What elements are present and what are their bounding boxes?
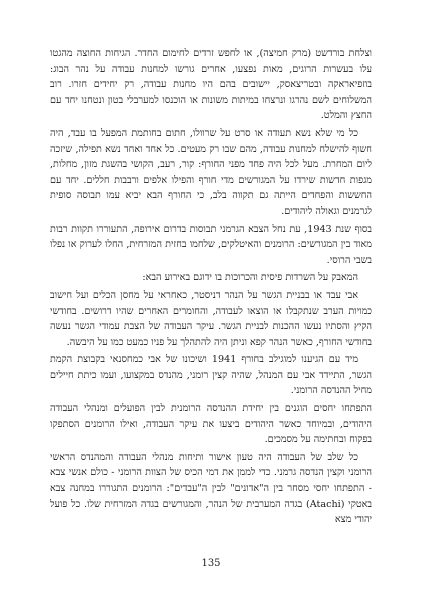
paragraph-5: אבי עבד או בבניית הגשר על הנהר דניסטר, כאחראי על מחסן הכלים ועל חישוב כמויות הערב שנתקבלו או הוצאו לעבודה, והחומרים האחרים שהיו דרושים. בחודשי הקיץ והסתיו נעשו ההכנות לבניית הגשר. עיקר העבודה של הצבת עמודי הגשר נעשה בחודשי החורף, כאשר הנהר קפא וניתן היה להתהלך על פניו כמעט כמו על היבשה. [50, 289, 372, 348]
paragraph-6: מיד עם הגיענו למוגילב בחורף 1941 ושיכונו של אבי כמחסנאי בקבוצת הקמת הגשר, התיידד אבי עם המנהל, שהיה קצין רומני, מהנדס במקצועו, ועמו כיתת חיילים מחיל ההנדסה הרומני. [50, 354, 372, 397]
paragraph-3: בסוף שנת 1943, עת נחל הצבא הגרמני תבוסות בדרום אירופה, התעוררו תקוות רבות מאוד בין המגורשים: הרומנים והאיטלקים, שלחמו בחזית המזרחית, החלו לערוק או נפלו בשבי הרוסי. [50, 223, 372, 266]
paragraph-2: כל מי שלא נשא תעודה או סרט על שרוולו, חתום בחותמת המפעל בו עבד, היה חשוף להישלח למחנות עבודה, מהם שבו רק מעטים. כל אחד ואחד נשא תפילה, שיזכה ליום המחרת. מעל לכל היה פחד מפני החורף: קור, רעב, הקושי בהשגת מזון, מחלות, מגפות חדשות שירדו על המגורשים מדי חורף והפילו אלפים ורבבות חללים. יחד עם החששות והפחדים הייתה גם תקווה בלב, כי החורף הבא יביא עמו תבוסה סופית לגרמנים וגאולה ליהודים. [50, 127, 372, 217]
page-number: 135 [201, 558, 221, 569]
paragraph-4: המאבק על השרדות פיסית והכרוכות בו ידוגם באירוע הבא: [142, 272, 358, 284]
paragraph-1: וצלחת בורדשט (מרק חמיצה), או לחפש זרדים לחימום החדר. הגיחות החוצה מהגטו עלו בעשרות הרוגים, מאות נפצעו, אחרים גורשו למחנות עבודה על נהר הבוג: בוזפיאראקה ובטריצאסק, יישובים בהם היו מחנות עבודה, רק יחידים חזרו. רוב המשלוחים לשם נהרגו ונרצחו במיתות משונות או הוכנסו למערבלי בטון ונטחנו יחד עם החצץ והמלט. [50, 48, 372, 122]
paragraph-7: התפתחו יחסים הוגנים בין יחידת ההנדסה הרומנית לבין הפועלים ומנהלי העבודה היהודים, ובמיוחד כאשר היהודים ביצעו את עיקר העבודה, ואילו הרומנים הסתפקו בפקוח ובחתימה על מסמכים. [50, 403, 372, 446]
paragraph-8: כל שלב של העבודה היה טעון אישור ותיחות מנהלי העבודה והמהנדס הראשי הרומני וקצין הנדסה גרמני. כדי לממן את דמי הכיס של הצוות הרומני - כולם אנשי צבא - התפתחו יחסי מסחר בין ה"אדונים" לבין ה"עבדים": הרומנים התגוררו במחנה צבא באטקי (Atachi) בגדה המערבית של הנהר, והמגורשים בגדה המזרחית שלו. כל פועל יהודי מצא [50, 451, 373, 526]
body-text [50, 46, 372, 530]
